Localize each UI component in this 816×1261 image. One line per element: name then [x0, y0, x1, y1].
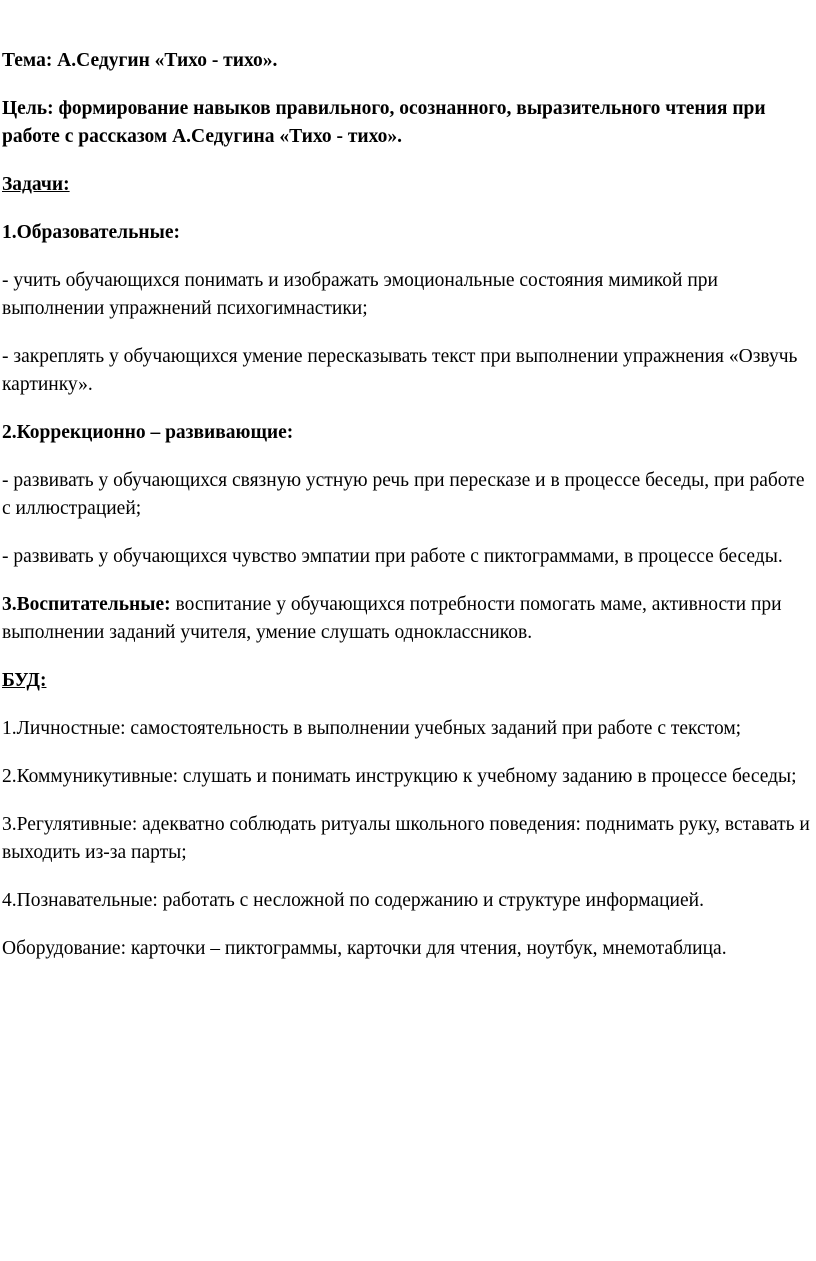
- bud-item: 2.Коммуникутивные: слушать и понимать инструкцию к учебному заданию в процессе беседы;: [2, 766, 797, 787]
- educational-item: - закреплять у обучающихся умение пересказывать текст при выполнении упражнения «Озвучь картинку».: [2, 346, 798, 395]
- correction-item: - развивать у обучающихся связную устную речь при пересказе и в процессе беседы, при работе с иллюстрацией;: [2, 470, 805, 519]
- bud-item: 3.Регулятивные: адекватно соблюдать ритуалы школьного поведения: поднимать руку, вставать и выходить из-за парты;: [2, 814, 810, 863]
- correction-item: - развивать у обучающихся чувство эмпатии при работе с пиктограммами, в процессе беседы.: [2, 546, 783, 567]
- upbringing-paragraph: [2, 591, 814, 647]
- upbringing-label: 3.Воспитательные:: [2, 594, 171, 615]
- equipment-line: Оборудование: карточки – пиктограммы, карточки для чтения, ноутбук, мнемотаблица.: [2, 938, 727, 959]
- educational-heading: 1.Образовательные:: [2, 222, 180, 243]
- tasks-heading: Задачи:: [2, 174, 70, 195]
- bud-item: 4.Познавательные: работать с несложной по содержанию и структуре информацией.: [2, 890, 704, 911]
- document-page: [2, 47, 814, 983]
- lesson-goal: Цель: формирование навыков правильного, осознанного, выразительного чтения при работе с рассказом А.Седугина «Тихо - тихо».: [2, 98, 766, 147]
- correction-heading: 2.Коррекционно – развивающие:: [2, 422, 294, 443]
- lesson-topic: Тема: А.Седугин «Тихо - тихо».: [2, 50, 278, 71]
- bud-heading: БУД:: [2, 670, 47, 691]
- upbringing-text: воспитание у обучающихся потребности помогать маме, активности при выполнении заданий учителя, умение слушать одноклассников.: [2, 594, 782, 643]
- educational-item: - учить обучающихся понимать и изображать эмоциональные состояния мимикой при выполнении упражнений психогимнастики;: [2, 270, 718, 319]
- bud-item: 1.Личностные: самостоятельность в выполнении учебных заданий при работе с текстом;: [2, 718, 742, 739]
